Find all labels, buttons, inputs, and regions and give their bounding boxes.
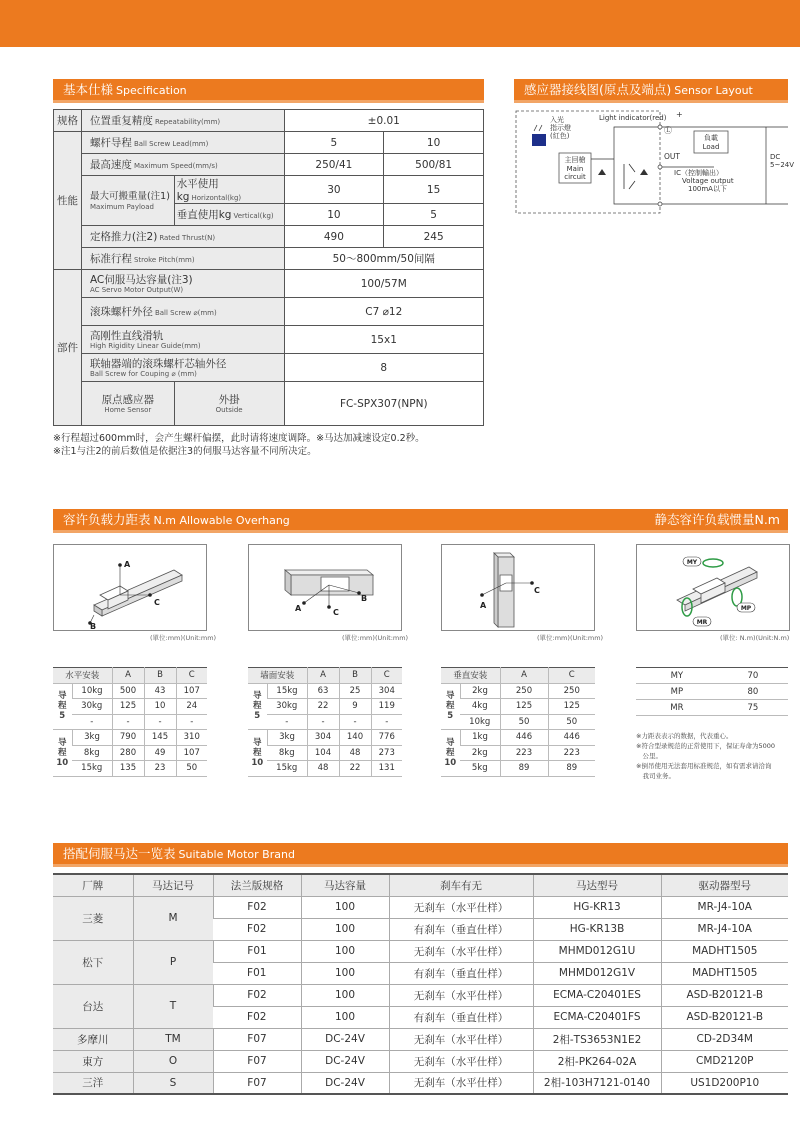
cell: 15kg bbox=[267, 761, 307, 777]
spec-outside-value: FC-SPX307(NPN) bbox=[284, 382, 483, 426]
group-lead-5: 导 程 5 bbox=[53, 683, 72, 730]
overhang-title: 容许负载力距表 bbox=[63, 512, 151, 527]
cell: 50 bbox=[176, 761, 207, 777]
cell: - bbox=[267, 714, 307, 730]
spec-servo-label: AC伺服马达容量(注3) AC Servo Motor Output(W) bbox=[81, 270, 284, 298]
spec-thrust-5: 490 bbox=[284, 226, 384, 248]
cell: 63 bbox=[307, 683, 339, 699]
cell: 89 bbox=[500, 761, 548, 777]
cell: 48 bbox=[339, 745, 371, 761]
diagram-vertical bbox=[441, 544, 595, 631]
light-indicator-label: Light indicator(red) bbox=[599, 114, 667, 122]
cell: 135 bbox=[112, 761, 144, 777]
spec-header-underline bbox=[53, 100, 484, 103]
cell: 304 bbox=[371, 683, 402, 699]
cell: 有刹车（垂直仕样） bbox=[389, 1006, 533, 1028]
spec-stroke-label: 标准行程 Stroke Pitch(mm) bbox=[81, 248, 284, 270]
spec-coupling-value: 8 bbox=[284, 354, 483, 382]
group-lead-5: 导 程 5 bbox=[441, 683, 460, 730]
spec-thrust-10: 245 bbox=[384, 226, 484, 248]
overhang-title-en: N.m Allowable Overhang bbox=[153, 514, 290, 527]
diagram-moment bbox=[636, 544, 790, 631]
cell: 10kg bbox=[72, 683, 112, 699]
cell: 446 bbox=[500, 730, 548, 746]
label-c: C bbox=[534, 586, 540, 595]
cell: 2相-103H7121-0140 bbox=[533, 1072, 661, 1094]
overhang-table-vertical bbox=[441, 667, 595, 777]
cell: MADHT1505 bbox=[661, 962, 788, 984]
cell: 104 bbox=[307, 745, 339, 761]
spec-notes bbox=[53, 432, 493, 458]
motor-header-underline bbox=[53, 864, 788, 867]
cell: 223 bbox=[548, 745, 595, 761]
cell: 125 bbox=[548, 699, 595, 715]
cell: F07 bbox=[213, 1050, 301, 1072]
cell: MADHT1505 bbox=[661, 940, 788, 962]
code-cell: TM bbox=[133, 1028, 213, 1050]
cell: 500 bbox=[112, 683, 144, 699]
spec-note-1: ※行程超过600mm时，会产生螺杆偏摆，此时请将速度调降。※马达加减速设定0.2秒。 bbox=[53, 433, 425, 444]
cell: 49 bbox=[144, 745, 176, 761]
brand-cell: 三菱 bbox=[53, 896, 133, 940]
sensor-section-header bbox=[514, 79, 788, 100]
spec-vert-5: 10 bbox=[284, 204, 384, 226]
cell: 50 bbox=[500, 714, 548, 730]
spec-speed-label: 最高速度 Maximum Speed(mm/s) bbox=[81, 154, 284, 176]
brand-cell: 松下 bbox=[53, 940, 133, 984]
cell: CMD2120P bbox=[661, 1050, 788, 1072]
cell: F01 bbox=[213, 940, 301, 962]
brand-cell: 東方 bbox=[53, 1050, 133, 1072]
spec-title-en: Specification bbox=[116, 84, 187, 97]
cell: 30kg bbox=[267, 699, 307, 715]
voltage-output-label: Voltage output bbox=[682, 177, 734, 185]
col-brake: 刹车有无 bbox=[389, 874, 533, 896]
code-cell: T bbox=[133, 984, 213, 1028]
brown-label: Ⓛ bbox=[664, 126, 672, 135]
cell: 10 bbox=[144, 699, 176, 715]
cell: 10kg bbox=[460, 714, 500, 730]
cell: - bbox=[307, 714, 339, 730]
spec-group-parts: 部件 bbox=[54, 270, 82, 426]
cell: - bbox=[112, 714, 144, 730]
cell: HG-KR13 bbox=[533, 896, 661, 918]
cell: 100 bbox=[301, 940, 389, 962]
cell: HG-KR13B bbox=[533, 918, 661, 940]
unit-label-4: (單位: N.m)(Unit:N.m) bbox=[720, 634, 790, 642]
cell: MHMD012G1V bbox=[533, 962, 661, 984]
spec-speed-10: 500/81 bbox=[384, 154, 484, 176]
cell: 89 bbox=[548, 761, 595, 777]
cell: 100 bbox=[301, 1006, 389, 1028]
col-c: C bbox=[176, 668, 207, 684]
spec-horiz-5: 30 bbox=[284, 176, 384, 204]
cell: 70 bbox=[718, 668, 788, 684]
spec-group-perf: 性能 bbox=[54, 132, 82, 270]
spec-speed-5: 250/41 bbox=[284, 154, 384, 176]
cell: 100 bbox=[301, 962, 389, 984]
cell: F02 bbox=[213, 1006, 301, 1028]
overhang-table-wall bbox=[248, 667, 402, 777]
cell: 107 bbox=[176, 745, 207, 761]
cell: - bbox=[339, 714, 371, 730]
col-flange: 法兰版规格 bbox=[213, 874, 301, 896]
cell: 304 bbox=[307, 730, 339, 746]
moment-note: 我司业务。 bbox=[636, 772, 675, 780]
cell: US1D200P10 bbox=[661, 1072, 788, 1094]
moment-note: ※力距表表示的数据，代表重心。 bbox=[636, 732, 733, 740]
sensor-header-underline bbox=[514, 100, 788, 103]
col-a: A bbox=[112, 668, 144, 684]
cell: 无刹车（水平仕样） bbox=[389, 896, 533, 918]
motor-title-en: Suitable Motor Brand bbox=[178, 848, 295, 861]
spec-rep-label: 位置重复精度 Repeatability(mm) bbox=[81, 110, 284, 132]
cell: MHMD012G1U bbox=[533, 940, 661, 962]
cell: 43 bbox=[144, 683, 176, 699]
cell: 100 bbox=[301, 896, 389, 918]
group-lead-5: 导 程 5 bbox=[248, 683, 267, 730]
plus-label: + bbox=[676, 110, 683, 119]
dc-label: DC bbox=[770, 153, 781, 161]
col-b: B bbox=[339, 668, 371, 684]
label-c: C bbox=[333, 608, 339, 617]
col-b: B bbox=[144, 668, 176, 684]
cell: 250 bbox=[500, 683, 548, 699]
cell: 22 bbox=[339, 761, 371, 777]
cell: 80 bbox=[718, 684, 788, 700]
moment-title: 静态容许负载惯量N.m bbox=[654, 512, 780, 527]
out-label: OUT bbox=[664, 152, 680, 161]
code-cell: S bbox=[133, 1072, 213, 1094]
cell: 无刹车（水平仕样） bbox=[389, 1072, 533, 1094]
main-circuit-label-3: circuit bbox=[564, 173, 586, 181]
in-light-label: 入光 bbox=[550, 116, 564, 124]
moment-note: ※倒吊使用无法套用标准规范，如有需求请洽询 bbox=[636, 762, 772, 770]
group-lead-10: 导 程 10 bbox=[441, 730, 460, 777]
cell: 145 bbox=[144, 730, 176, 746]
col-c: C bbox=[548, 668, 595, 684]
cell: 2相-PK264-02A bbox=[533, 1050, 661, 1072]
cell: 9 bbox=[339, 699, 371, 715]
label-c: C bbox=[154, 598, 160, 607]
table-title: 水平安装 bbox=[53, 668, 112, 684]
cell: MR-J4-10A bbox=[661, 918, 788, 940]
cell: 无刹车（水平仕样） bbox=[389, 984, 533, 1006]
cell: 25 bbox=[339, 683, 371, 699]
spec-screw-label: 滚珠螺杆外径 Ball Screw ⌀(mm) bbox=[81, 298, 284, 326]
spec-payload-label: 最大可搬重量(注1) Maximum Payload bbox=[81, 176, 174, 226]
ic-label: IC（控制輸出） bbox=[674, 169, 723, 177]
label-b: B bbox=[90, 622, 97, 631]
cell: DC-24V bbox=[301, 1072, 389, 1094]
unit-label-2: (單位:mm)(Unit:mm) bbox=[342, 634, 409, 642]
overhang-section-header bbox=[53, 509, 788, 530]
table-title: 墙面安装 bbox=[248, 668, 307, 684]
spec-guide-value: 15x1 bbox=[284, 326, 483, 354]
motor-section-header bbox=[53, 843, 788, 864]
cell: ASD-B20121-B bbox=[661, 984, 788, 1006]
cell: 75 bbox=[718, 700, 788, 716]
overhang-table-horizontal bbox=[53, 667, 207, 777]
cell: 107 bbox=[176, 683, 207, 699]
group-lead-10: 导 程 10 bbox=[53, 730, 72, 777]
moment-note: ※符合型录规范的正常使用下，保证寿命为5000 bbox=[636, 742, 775, 750]
light-indicator-icon bbox=[532, 134, 546, 146]
spec-note-2: ※注1与注2的前后数值是依据注3的伺服马达容量不同所决定。 bbox=[53, 446, 317, 457]
cell: 24 bbox=[176, 699, 207, 715]
cell: 30kg bbox=[72, 699, 112, 715]
cell: 2相-TS3653N1E2 bbox=[533, 1028, 661, 1050]
cell: 2kg bbox=[460, 745, 500, 761]
spec-stroke-value: 50～800mm/50间隔 bbox=[284, 248, 483, 270]
cell: ECMA-C20401ES bbox=[533, 984, 661, 1006]
diagram-horizontal bbox=[53, 544, 207, 631]
top-banner bbox=[0, 0, 800, 47]
cell: 48 bbox=[307, 761, 339, 777]
label-a: A bbox=[480, 601, 487, 610]
code-cell: O bbox=[133, 1050, 213, 1072]
cell: 280 bbox=[112, 745, 144, 761]
load-label-1: 負載 bbox=[704, 134, 718, 142]
brand-cell: 台达 bbox=[53, 984, 133, 1028]
spec-section-header bbox=[53, 79, 484, 100]
spec-horiz-label: 水平使用kg Horizontal(kg) bbox=[174, 176, 284, 204]
ind-light-label: 指示燈 bbox=[550, 124, 571, 132]
cell: CD-2D34M bbox=[661, 1028, 788, 1050]
spec-guide-label: 高刚性直线滑轨 High Rigidity Linear Guide(mm) bbox=[81, 326, 284, 354]
cell: 125 bbox=[500, 699, 548, 715]
cell: 131 bbox=[371, 761, 402, 777]
col-motor-code: 马达记号 bbox=[133, 874, 213, 896]
sensor-title: 感应器接线图(原点及端点) bbox=[524, 82, 672, 97]
cell: DC-24V bbox=[301, 1050, 389, 1072]
cell: 8kg bbox=[72, 745, 112, 761]
table-title: 垂直安装 bbox=[441, 668, 500, 684]
label-a: A bbox=[124, 560, 131, 569]
spec-horiz-10: 15 bbox=[384, 176, 484, 204]
cell: 446 bbox=[548, 730, 595, 746]
cell: F07 bbox=[213, 1028, 301, 1050]
red-label: (紅色) bbox=[550, 132, 570, 140]
label-mp: MP bbox=[740, 605, 752, 612]
spec-rep-value: ±0.01 bbox=[284, 110, 483, 132]
cell: 无刹车（水平仕样） bbox=[389, 940, 533, 962]
cell: 250 bbox=[548, 683, 595, 699]
cell: 无刹车（水平仕样） bbox=[389, 1028, 533, 1050]
code-cell: M bbox=[133, 896, 213, 940]
cell: F01 bbox=[213, 962, 301, 984]
spec-vert-10: 5 bbox=[384, 204, 484, 226]
brand-cell: 多摩川 bbox=[53, 1028, 133, 1050]
cell: 23 bbox=[144, 761, 176, 777]
main-circuit-label-2: Main bbox=[566, 165, 584, 173]
cell: - bbox=[72, 714, 112, 730]
spec-title: 基本仕様 bbox=[63, 82, 114, 97]
spec-coupling-label: 联轴器端的滚珠螺杆芯轴外径 Ball Screw for Couping ⌀ (mm) bbox=[81, 354, 284, 382]
spec-servo-value: 100/57M bbox=[284, 270, 483, 298]
cell: ASD-B20121-B bbox=[661, 1006, 788, 1028]
cell: - bbox=[144, 714, 176, 730]
cell: 22 bbox=[307, 699, 339, 715]
label-my: MY bbox=[686, 559, 698, 566]
cell: F02 bbox=[213, 984, 301, 1006]
spec-home-label: 原点感应器 Home Sensor bbox=[81, 382, 174, 426]
col-a: A bbox=[500, 668, 548, 684]
cell: 100 bbox=[301, 918, 389, 940]
col-capacity: 马达容量 bbox=[301, 874, 389, 896]
sensor-title-en: Sensor Layout bbox=[674, 84, 753, 97]
label-b: B bbox=[361, 594, 368, 603]
dc-voltage-label: 5~24V bbox=[770, 161, 795, 169]
main-circuit-label-1: 主回槍 bbox=[564, 156, 586, 164]
cell: ECMA-C20401FS bbox=[533, 1006, 661, 1028]
cell: - bbox=[371, 714, 402, 730]
cell: 2kg bbox=[460, 683, 500, 699]
cell: 15kg bbox=[72, 761, 112, 777]
col-model: 马达型号 bbox=[533, 874, 661, 896]
spec-row-label: 规格 bbox=[54, 110, 82, 132]
diagram-wall bbox=[248, 544, 402, 631]
brand-cell: 三洋 bbox=[53, 1072, 133, 1094]
cell: MY bbox=[636, 668, 718, 684]
cell: 776 bbox=[371, 730, 402, 746]
group-lead-10: 导 程 10 bbox=[248, 730, 267, 777]
cell: 5kg bbox=[460, 761, 500, 777]
motor-title: 搭配伺服马达一览表 bbox=[63, 846, 176, 861]
sensor-wiring-diagram bbox=[514, 109, 795, 215]
load-label-2: Load bbox=[702, 143, 720, 151]
moment-notes bbox=[636, 731, 796, 781]
cell: - bbox=[176, 714, 207, 730]
cell: 1kg bbox=[460, 730, 500, 746]
cell: MR-J4-10A bbox=[661, 896, 788, 918]
spec-table bbox=[53, 109, 484, 426]
cell: 223 bbox=[500, 745, 548, 761]
cell: 273 bbox=[371, 745, 402, 761]
cell: 有刹车（垂直仕样） bbox=[389, 962, 533, 984]
cell: F02 bbox=[213, 896, 301, 918]
motor-table bbox=[53, 873, 788, 1095]
cell: 119 bbox=[371, 699, 402, 715]
cell: 140 bbox=[339, 730, 371, 746]
cell: 8kg bbox=[267, 745, 307, 761]
cell: F02 bbox=[213, 918, 301, 940]
cell: 50 bbox=[548, 714, 595, 730]
spec-lead-label: 螺杆导程 Ball Screw Lead(mm) bbox=[81, 132, 284, 154]
spec-lead-5: 5 bbox=[284, 132, 384, 154]
current-label: 100mA以下 bbox=[688, 185, 727, 193]
spec-outside-label: 外掛 Outside bbox=[174, 382, 284, 426]
col-brand: 厂牌 bbox=[53, 874, 133, 896]
spec-screw-value: C7 ⌀12 bbox=[284, 298, 483, 326]
moment-table bbox=[636, 667, 788, 716]
cell: 15kg bbox=[267, 683, 307, 699]
cell: 100 bbox=[301, 984, 389, 1006]
label-a: A bbox=[295, 604, 302, 613]
unit-label-1: (單位:mm)(Unit:mm) bbox=[150, 634, 217, 642]
cell: 3kg bbox=[267, 730, 307, 746]
cell: F07 bbox=[213, 1072, 301, 1094]
cell: 3kg bbox=[72, 730, 112, 746]
cell: 4kg bbox=[460, 699, 500, 715]
cell: 有刹车（垂直仕样） bbox=[389, 918, 533, 940]
cell: MR bbox=[636, 700, 718, 716]
label-mr: MR bbox=[696, 619, 708, 626]
col-driver: 驱动器型号 bbox=[661, 874, 788, 896]
col-c: C bbox=[371, 668, 402, 684]
cell: MP bbox=[636, 684, 718, 700]
col-a: A bbox=[307, 668, 339, 684]
cell: 790 bbox=[112, 730, 144, 746]
spec-vert-label: 垂直使用kg Vertical(kg) bbox=[174, 204, 284, 226]
spec-lead-10: 10 bbox=[384, 132, 484, 154]
unit-label-3: (單位:mm)(Unit:mm) bbox=[537, 634, 604, 642]
moment-note: 公里。 bbox=[636, 752, 662, 760]
cell: DC-24V bbox=[301, 1028, 389, 1050]
spec-thrust-label: 定格推力(注2) Rated Thrust(N) bbox=[81, 226, 284, 248]
overhang-header-underline bbox=[53, 530, 788, 533]
code-cell: P bbox=[133, 940, 213, 984]
cell: 125 bbox=[112, 699, 144, 715]
cell: 310 bbox=[176, 730, 207, 746]
cell: 无刹车（水平仕样） bbox=[389, 1050, 533, 1072]
